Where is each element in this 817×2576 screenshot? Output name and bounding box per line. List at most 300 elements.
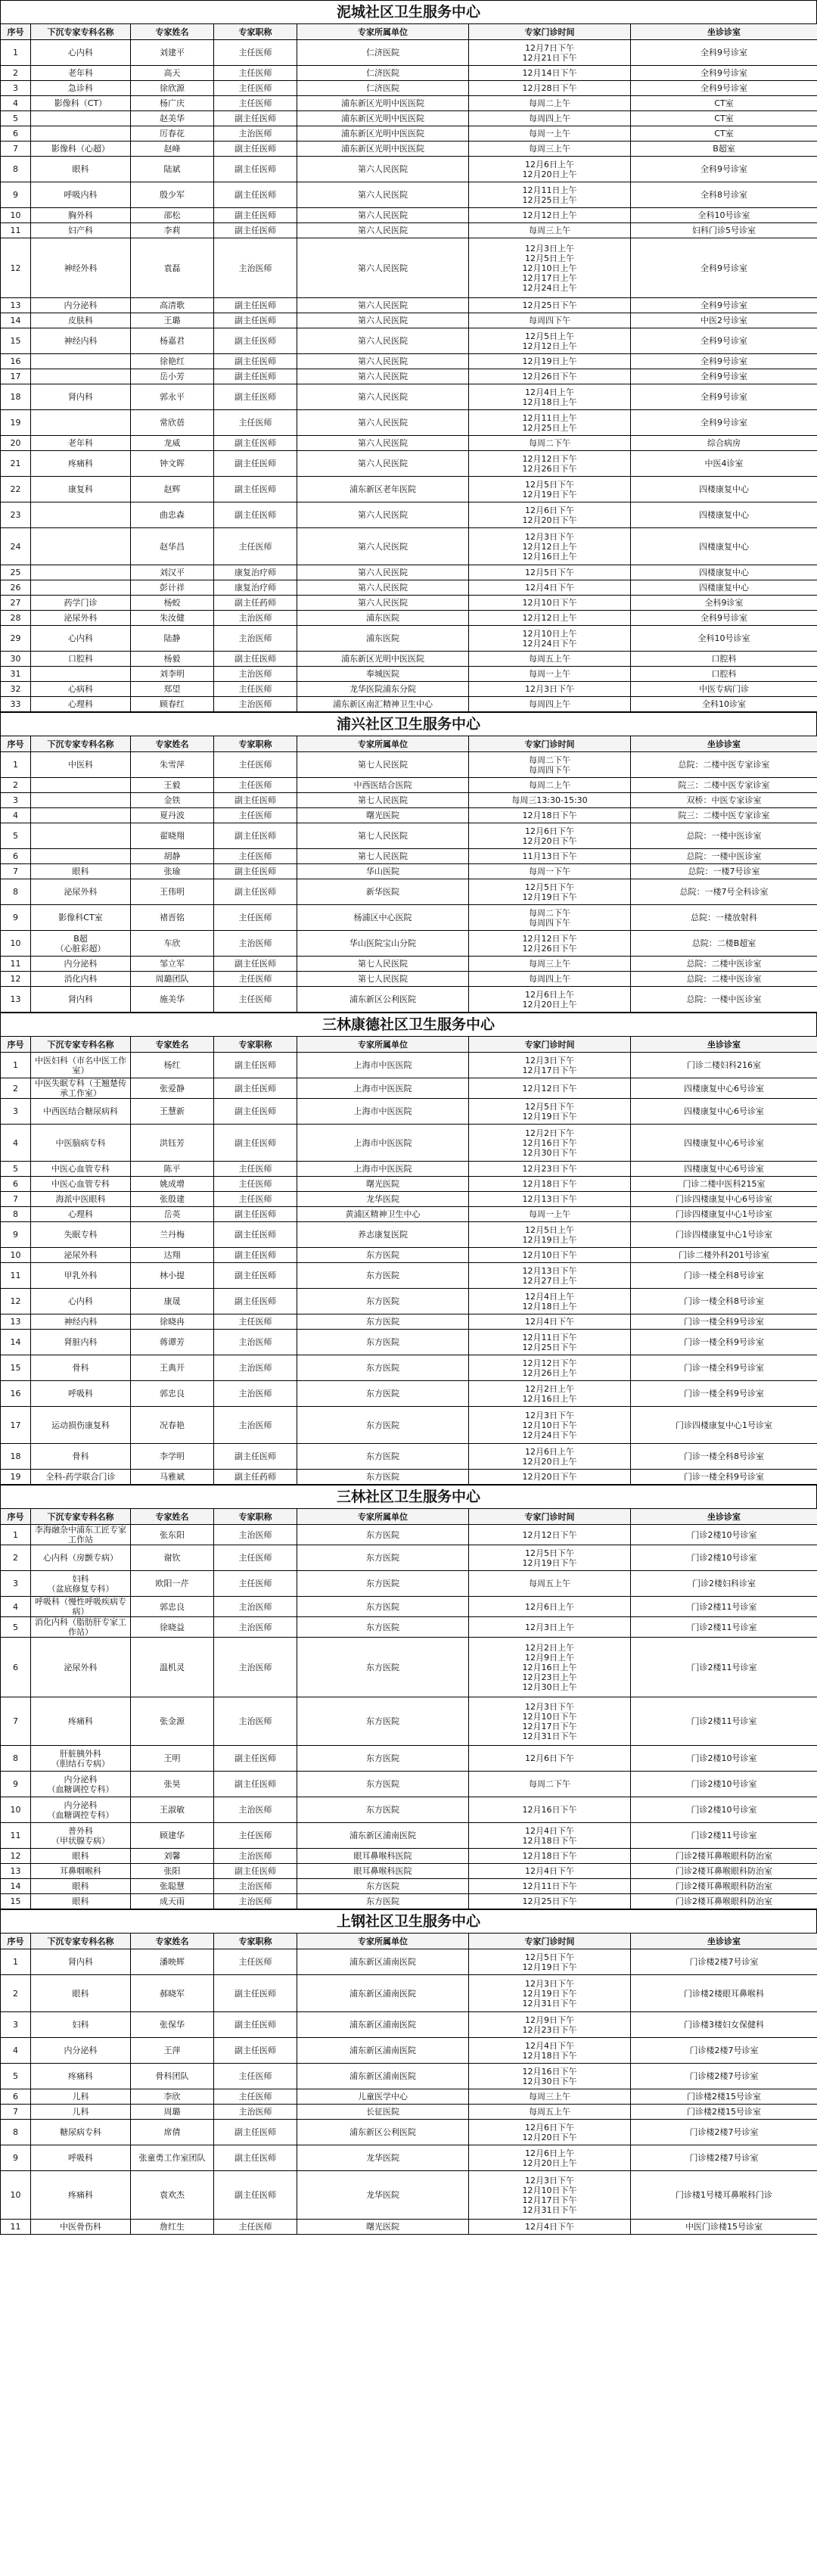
- table-cell: [1, 369, 31, 384]
- cell-line: 12月19日下午: [522, 891, 577, 902]
- table-cell: [297, 223, 469, 238]
- cell-line: 主治医师: [238, 1389, 272, 1398]
- table-cell: [631, 2105, 817, 2120]
- table-cell: [1, 1772, 31, 1797]
- cell-line: 12月3日下午: [525, 1978, 574, 1989]
- cell-line: 全科10号诊室: [697, 633, 750, 643]
- table-cell: [31, 1330, 131, 1355]
- cell-line: 9: [13, 190, 18, 200]
- cell-line: 彭计祥: [160, 583, 185, 593]
- table-cell: [1, 1177, 31, 1192]
- table-cell: [31, 972, 131, 987]
- cell-line: 12月19日上午: [522, 356, 577, 366]
- cell-line: 门诊2楼10号诊室: [691, 1529, 757, 1540]
- table-cell: [297, 879, 469, 905]
- cell-line: 疼痛科: [68, 2190, 93, 2200]
- column-header: 序号: [1, 1037, 31, 1053]
- table-cell: [469, 40, 631, 66]
- cell-line: 詹红生: [160, 2222, 185, 2232]
- table-cell: [297, 436, 469, 451]
- cell-line: 12月24日上午: [522, 282, 577, 293]
- cell-line: 肾内科: [68, 994, 93, 1004]
- table-cell: [297, 1879, 469, 1894]
- cell-line: 皮肤科: [68, 316, 93, 325]
- table-cell: [214, 2012, 297, 2038]
- cell-line: 赵辉: [163, 484, 181, 494]
- cell-line: 主任医师: [238, 780, 272, 790]
- cell-line: 龙威: [163, 438, 181, 448]
- table-cell: [297, 2105, 469, 2120]
- table-cell: [469, 1545, 631, 1571]
- table-row: [1, 752, 817, 778]
- cell-line: 翟晓翔: [160, 831, 185, 841]
- cell-line: 浦东新区浦南医院: [349, 1988, 416, 1999]
- cell-line: 每周二上午: [529, 780, 570, 790]
- cell-line: 第六人民医院: [358, 300, 408, 310]
- table-cell: [1, 1894, 31, 1909]
- table-cell: [31, 849, 131, 864]
- table-cell: [297, 1355, 469, 1381]
- cell-line: 心理科: [68, 1209, 93, 1219]
- table-cell: [297, 126, 469, 142]
- table-cell: [297, 81, 469, 96]
- cell-line: 洪钰芳: [160, 1137, 185, 1148]
- cell-line: 浦东新区浦南医院: [349, 1957, 416, 1967]
- cell-line: 12月4日上午: [525, 387, 574, 397]
- cell-line: 主治医师: [238, 129, 272, 138]
- cell-line: 门诊四楼康复中心1号诊室: [676, 1420, 772, 1430]
- cell-line: 双桥：中医专家诊室: [686, 795, 762, 805]
- table-cell: [214, 1772, 297, 1797]
- cell-line: 11月13日下午: [522, 851, 577, 861]
- cell-line: 12月5日上午: [525, 331, 574, 341]
- cell-line: 门诊一楼全科8号诊室: [684, 1451, 764, 1461]
- cell-line: 12月7日下午: [525, 42, 574, 53]
- table-cell: [469, 2064, 631, 2089]
- cell-line: 席倩: [163, 2127, 181, 2137]
- cell-line: 副主任医师: [235, 114, 276, 123]
- table-cell: [297, 1078, 469, 1099]
- table-cell: [1, 2038, 31, 2064]
- cell-line: 徐艳红: [160, 356, 185, 366]
- cell-line: 门诊楼2楼7号诊室: [689, 2071, 759, 2081]
- table-cell: [469, 626, 631, 652]
- table-cell: [31, 2145, 131, 2171]
- cell-line: 12月9日上午: [525, 1652, 574, 1663]
- cell-line: 6: [13, 1662, 18, 1672]
- cell-line: 第七人民医院: [358, 974, 408, 984]
- cell-line: 12月28日下午: [522, 83, 577, 93]
- cell-line: 12月20日上午: [522, 999, 577, 1010]
- table-cell: [214, 1125, 297, 1162]
- cell-line: 12月25日上午: [522, 194, 577, 205]
- table-cell: [631, 502, 817, 528]
- schedule-table: [0, 23, 817, 712]
- cell-line: 2: [13, 780, 18, 790]
- table-cell: [469, 2012, 631, 2038]
- table-cell: [214, 1330, 297, 1355]
- cell-line: 2: [13, 1988, 18, 1999]
- cell-line: 泌尿外科: [64, 1250, 98, 1260]
- cell-line: 东方医院: [366, 1716, 399, 1726]
- cell-line: 刘李明: [160, 669, 185, 679]
- table-cell: [297, 1617, 469, 1638]
- table-cell: [214, 1207, 297, 1222]
- cell-line: 副主任医师: [235, 226, 276, 235]
- cell-line: 全科9号诊室: [701, 48, 747, 58]
- cell-line: 张童勇工作室团队: [138, 2153, 206, 2163]
- cell-line: 每周二下午: [529, 907, 570, 918]
- table-cell: [1, 40, 31, 66]
- cell-line: 全科9号诊室: [701, 336, 747, 346]
- cell-line: 17: [10, 1420, 21, 1430]
- table-cell: [31, 1879, 131, 1894]
- cell-line: 第六人民医院: [358, 541, 408, 552]
- cell-line: 院三：二楼中医专家诊室: [678, 780, 770, 790]
- table-cell: [631, 298, 817, 313]
- cell-line: 14: [10, 1337, 21, 1347]
- cell-line: 副主任医师: [235, 1137, 276, 1148]
- table-cell: [31, 1849, 131, 1864]
- cell-line: B超室: [713, 144, 735, 154]
- table-cell: [1, 2171, 31, 2220]
- table-cell: [214, 596, 297, 611]
- cell-line: 陈平: [163, 1164, 181, 1174]
- table-row: [1, 1617, 817, 1638]
- table-cell: [297, 354, 469, 369]
- table-cell: [1, 528, 31, 565]
- table-cell: [297, 2064, 469, 2089]
- table-cell: [469, 1053, 631, 1078]
- table-row: [1, 1525, 817, 1545]
- table-cell: [469, 313, 631, 328]
- cell-line: 四楼康复中心6号诊室: [684, 1083, 764, 1094]
- cell-line: 龙华医院浦东分院: [349, 684, 416, 694]
- table-row: [1, 1823, 817, 1849]
- cell-line: 12月20日下午: [522, 2132, 577, 2142]
- header-row: [1, 1934, 817, 1949]
- table-cell: [214, 1078, 297, 1099]
- cell-line: 12月11日下午: [522, 1332, 577, 1342]
- table-cell: [1, 864, 31, 879]
- table-cell: [631, 652, 817, 667]
- section-title: 上钢社区卫生服务中心: [0, 1909, 817, 1933]
- table-cell: [469, 298, 631, 313]
- table-cell: [31, 565, 131, 580]
- table-cell: [31, 2064, 131, 2089]
- cell-line: 每周四上午: [529, 699, 570, 709]
- table-cell: [131, 313, 214, 328]
- table-cell: [31, 1177, 131, 1192]
- table-cell: [31, 778, 131, 793]
- table-row: [1, 96, 817, 111]
- cell-line: 养志康复医院: [358, 1230, 408, 1240]
- cell-line: 肾内科: [68, 392, 93, 402]
- table-cell: [214, 1381, 297, 1407]
- table-cell: [31, 66, 131, 81]
- table-cell: [469, 957, 631, 972]
- table-cell: [214, 2171, 297, 2220]
- cell-line: 7: [13, 2107, 18, 2117]
- table-cell: [1, 223, 31, 238]
- cell-line: 12月6日上午: [525, 989, 574, 1000]
- table-cell: [31, 1314, 131, 1330]
- table-cell: [469, 1470, 631, 1485]
- cell-line: 门诊楼3楼妇女保健科: [684, 2020, 764, 2030]
- table-cell: [1, 667, 31, 682]
- cell-line: 12月13日下午: [522, 1194, 577, 1204]
- table-row: [1, 66, 817, 81]
- cell-line: 7: [13, 866, 18, 876]
- table-cell: [631, 1617, 817, 1638]
- cell-line: 12月30日上午: [522, 1682, 577, 1692]
- table-cell: [631, 1099, 817, 1125]
- cell-line: 曙光医院: [366, 2222, 399, 2232]
- table-cell: [631, 142, 817, 157]
- cell-line: 神经外科: [64, 263, 98, 273]
- cell-line: 东方医院: [366, 1662, 399, 1672]
- cell-line: 门诊四楼康复中心6号诊室: [676, 1194, 772, 1204]
- table-cell: [1, 1525, 31, 1545]
- cell-line: 16: [10, 356, 21, 366]
- cell-line: 12月2日下午: [525, 1128, 574, 1138]
- cell-line: 15: [10, 1363, 21, 1373]
- table-cell: [631, 1879, 817, 1894]
- cell-line: 中医妇科（市名中医工作室）: [35, 1055, 126, 1075]
- cell-line: 中西医结合医院: [353, 780, 412, 790]
- cell-line: 中医心血管专科: [51, 1179, 110, 1189]
- cell-line: 中医脑病专科: [55, 1137, 106, 1148]
- table-cell: [214, 957, 297, 972]
- table-cell: [1, 451, 31, 477]
- table-cell: [631, 1407, 817, 1444]
- table-row: [1, 1248, 817, 1263]
- cell-line: 10: [10, 1805, 21, 1815]
- table-row: [1, 879, 817, 905]
- table-cell: [469, 502, 631, 528]
- cell-line: 门诊一楼全科9号诊室: [684, 1472, 764, 1482]
- cell-line: 主任医师: [238, 1579, 272, 1588]
- cell-line: 主治医师: [238, 669, 272, 679]
- cell-line: （心脏彩超）: [55, 943, 106, 954]
- table-row: [1, 1949, 817, 1975]
- table-cell: [31, 682, 131, 697]
- table-cell: [131, 81, 214, 96]
- cell-line: 每周一上午: [529, 129, 570, 138]
- cell-line: 杨嘉君: [160, 336, 185, 346]
- cell-line: 龙华医院: [366, 1194, 399, 1204]
- table-row: [1, 369, 817, 384]
- table-cell: [1, 126, 31, 142]
- cell-line: 郭忠良: [160, 1601, 185, 1612]
- table-cell: [31, 328, 131, 354]
- table-cell: [131, 667, 214, 682]
- table-cell: [297, 238, 469, 298]
- table-cell: [631, 1289, 817, 1314]
- table-cell: [297, 96, 469, 111]
- cell-line: 副主任医师: [235, 1230, 276, 1240]
- table-cell: [469, 142, 631, 157]
- table-cell: [631, 580, 817, 596]
- table-row: [1, 1407, 817, 1444]
- cell-line: 11: [10, 959, 21, 969]
- table-cell: [131, 298, 214, 313]
- table-cell: [214, 1617, 297, 1638]
- cell-line: 东方医院: [366, 1317, 399, 1327]
- cell-line: 四楼康复中心: [699, 484, 749, 494]
- cell-line: 12月20日下午: [522, 1472, 577, 1482]
- cell-line: 12月25日下午: [522, 1342, 577, 1352]
- table-cell: [131, 823, 214, 849]
- table-row: [1, 1099, 817, 1125]
- table-cell: [631, 1444, 817, 1470]
- table-cell: [131, 864, 214, 879]
- table-cell: [31, 1894, 131, 1909]
- cell-line: 6: [13, 2092, 18, 2102]
- table-cell: [214, 111, 297, 126]
- cell-line: 12月5日下午: [525, 1101, 574, 1112]
- cell-line: 杨红: [163, 1060, 181, 1070]
- table-cell: [1, 208, 31, 223]
- cell-line: 心内科: [68, 1296, 93, 1306]
- cell-line: 张殷建: [160, 1194, 185, 1204]
- cell-line: 高天: [163, 68, 181, 78]
- table-cell: [214, 1222, 297, 1248]
- table-cell: [631, 2171, 817, 2220]
- cell-line: 12月25日上午: [522, 422, 577, 433]
- table-row: [1, 313, 817, 328]
- column-header: 专家所属单位: [297, 1509, 469, 1525]
- table-cell: [469, 1697, 631, 1746]
- cell-line: 12月16日下午: [522, 2066, 577, 2077]
- table-cell: [31, 931, 131, 957]
- cell-line: 12月20日上午: [522, 2158, 577, 2168]
- cell-line: 全科9号诊室: [701, 613, 747, 623]
- cell-line: 陆斌: [163, 164, 181, 174]
- table-cell: [631, 905, 817, 931]
- table-cell: [131, 778, 214, 793]
- table-cell: [631, 1314, 817, 1330]
- cell-line: 12月25日下午: [522, 300, 577, 310]
- table-cell: [469, 697, 631, 712]
- cell-line: 12月10日下午: [522, 1711, 577, 1722]
- cell-line: 上海市中医医院: [353, 1164, 412, 1174]
- table-cell: [31, 611, 131, 626]
- table-cell: [1, 1975, 31, 2012]
- table-cell: [297, 1746, 469, 1772]
- table-cell: [31, 1407, 131, 1444]
- table-cell: [631, 1697, 817, 1746]
- table-cell: [297, 1381, 469, 1407]
- table-cell: [1, 626, 31, 652]
- table-cell: [214, 1525, 297, 1545]
- cell-line: 12月17日上午: [522, 272, 577, 283]
- cell-line: 12月4日下午: [525, 1825, 574, 1836]
- cell-line: 12月23日上午: [522, 1672, 577, 1682]
- table-row: [1, 436, 817, 451]
- cell-line: 每周三上午: [529, 2092, 570, 2102]
- cell-line: 第六人民医院: [358, 190, 408, 200]
- cell-line: 12月3日下午: [525, 2175, 574, 2186]
- cell-line: 25: [10, 568, 21, 577]
- table-cell: [31, 1797, 131, 1823]
- cell-line: 龙华医院: [366, 2190, 399, 2200]
- table-cell: [1, 1078, 31, 1099]
- table-cell: [1, 580, 31, 596]
- table-cell: [214, 384, 297, 410]
- table-row: [1, 626, 817, 652]
- cell-line: 2: [13, 68, 18, 78]
- cell-line: 急诊科: [68, 83, 93, 93]
- column-header: 下沉专家专科名称: [31, 1934, 131, 1949]
- cell-line: 每周四下午: [529, 917, 570, 928]
- cell-line: 门诊2楼10号诊室: [691, 1805, 757, 1815]
- table-cell: [131, 1207, 214, 1222]
- table-cell: [631, 864, 817, 879]
- table-row: [1, 1192, 817, 1207]
- table-cell: [297, 2089, 469, 2105]
- cell-line: 12月6日下午: [525, 505, 574, 515]
- table-cell: [297, 1949, 469, 1975]
- header-row: [1, 736, 817, 752]
- cell-line: 门诊一楼全科9号诊室: [684, 1389, 764, 1398]
- cell-line: 华山医院宝山分院: [349, 938, 416, 948]
- table-row: [1, 1314, 817, 1330]
- cell-line: 全科9诊室: [704, 598, 744, 608]
- cell-line: 主治医师: [238, 1601, 272, 1612]
- table-cell: [469, 1571, 631, 1597]
- table-cell: [1, 142, 31, 157]
- table-cell: [631, 1797, 817, 1823]
- cell-line: 12月24日下午: [522, 638, 577, 649]
- cell-line: 兰丹梅: [160, 1230, 185, 1240]
- table-cell: [1, 1162, 31, 1177]
- table-cell: [297, 565, 469, 580]
- cell-line: 全科9号诊室: [701, 392, 747, 402]
- cell-line: 副主任医师: [235, 887, 276, 897]
- cell-line: 8: [13, 887, 18, 897]
- cell-line: 第七人民医院: [358, 795, 408, 805]
- cell-line: 上海市中医医院: [353, 1106, 412, 1116]
- table-cell: [297, 1222, 469, 1248]
- table-cell: [131, 354, 214, 369]
- table-row: [1, 1746, 817, 1772]
- cell-line: 每周五上午: [529, 2107, 570, 2117]
- cell-line: 12月12日下午: [522, 1083, 577, 1094]
- table-cell: [469, 1772, 631, 1797]
- table-cell: [631, 879, 817, 905]
- cell-line: 张阳: [163, 1866, 181, 1876]
- table-cell: [1, 2089, 31, 2105]
- cell-line: 副主任医师: [235, 1060, 276, 1070]
- cell-line: 全科9号诊室: [701, 68, 747, 78]
- cell-line: 妇产科: [68, 226, 93, 235]
- table-cell: [297, 2038, 469, 2064]
- cell-line: 21: [10, 459, 21, 468]
- cell-line: 李欣: [163, 2092, 181, 2102]
- cell-line: 门诊2楼耳鼻喉眼科防治室: [676, 1881, 772, 1891]
- table-cell: [297, 580, 469, 596]
- table-cell: [131, 1078, 214, 1099]
- table-cell: [214, 697, 297, 712]
- table-cell: [31, 1697, 131, 1746]
- table-cell: [297, 410, 469, 436]
- cell-line: 门诊2楼耳鼻喉眼科防治室: [676, 1866, 772, 1876]
- table-cell: [214, 1597, 297, 1617]
- cell-line: （胆结石专病）: [51, 1758, 110, 1769]
- cell-line: 第六人民医院: [358, 356, 408, 366]
- table-cell: [631, 1638, 817, 1697]
